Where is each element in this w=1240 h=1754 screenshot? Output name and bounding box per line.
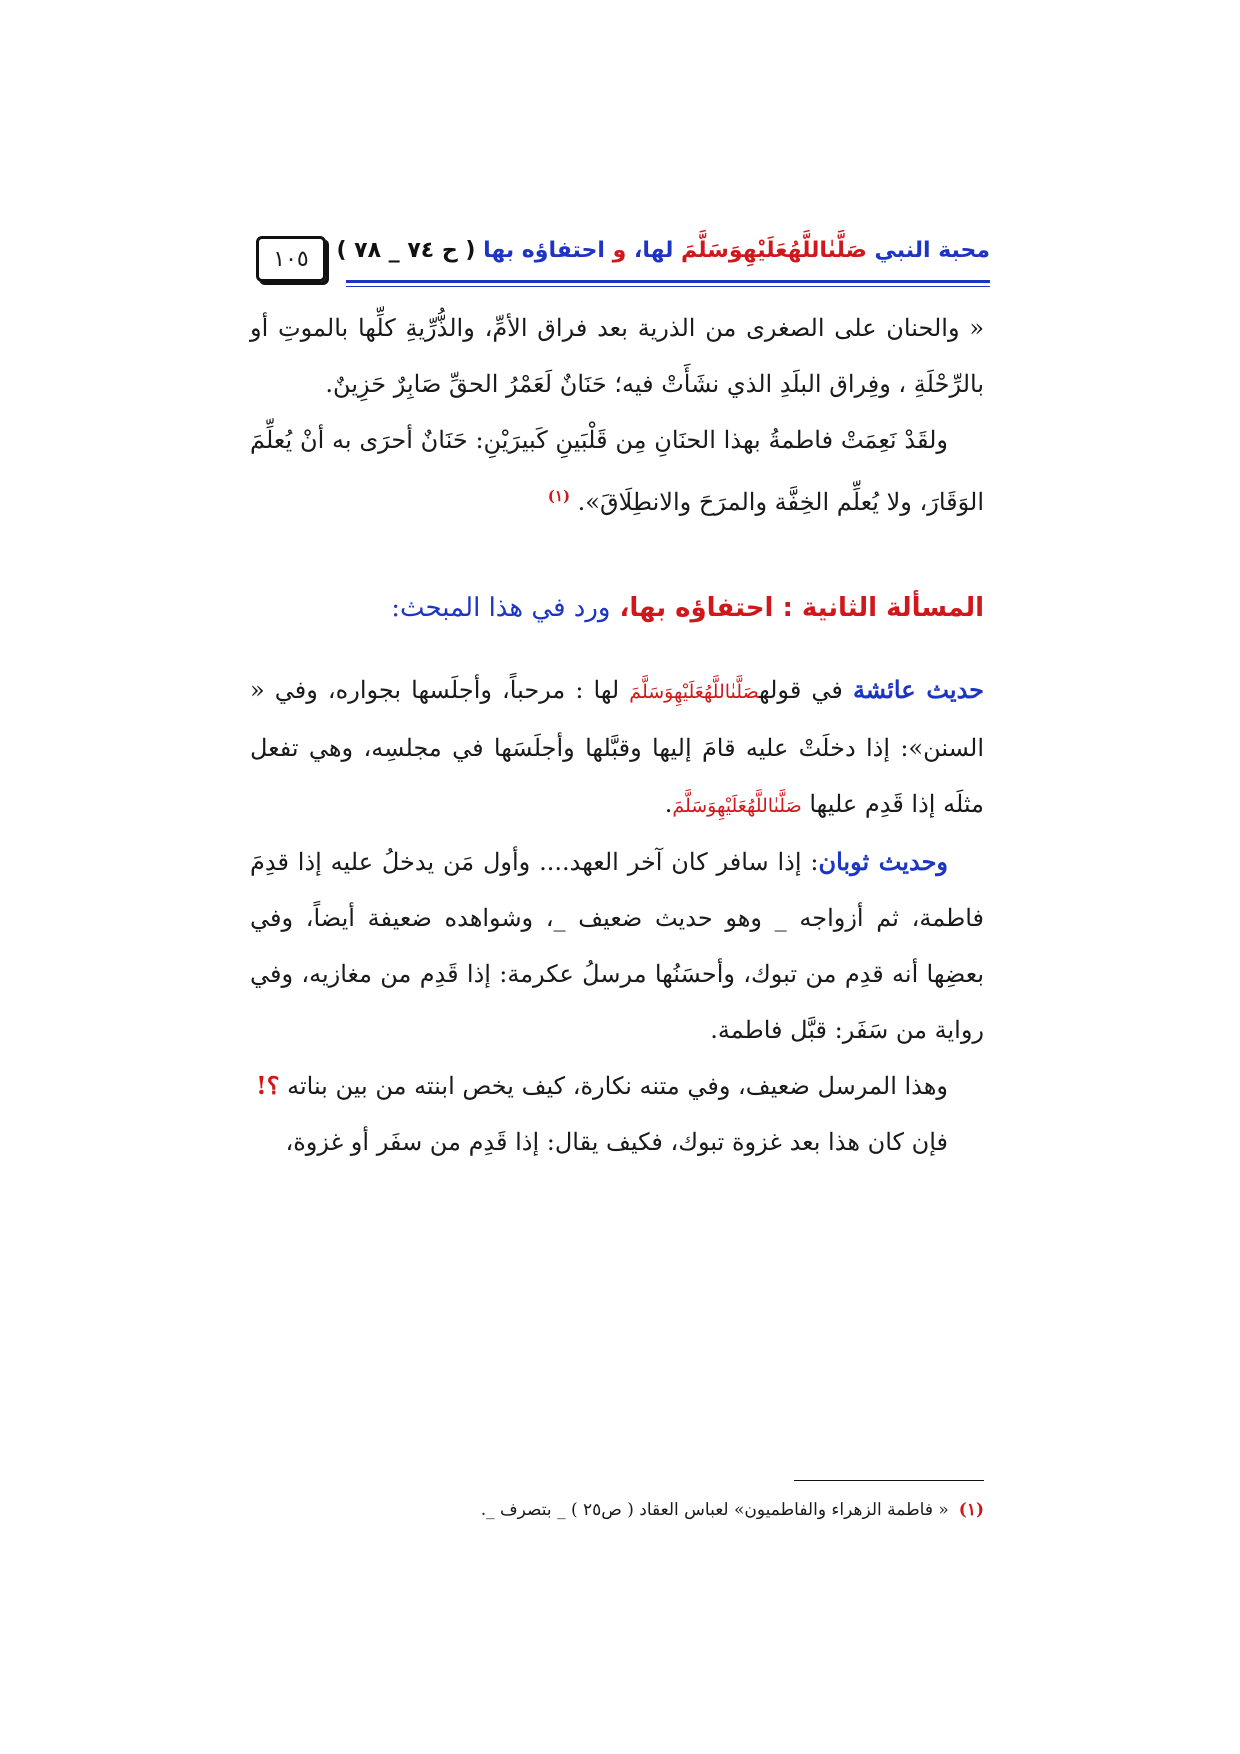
honorific-2: صَلَّىٰاللَّهُعَلَيْهِوَسَلَّمَ — [672, 795, 802, 817]
title-honorific: صَلَّىٰاللَّهُعَلَيْهِوَسَلَّمَ — [681, 238, 867, 263]
paragraph-aisha-text-b: لها : مرحباً، وأجلَسها بجواره، وفي « السنن»: إذا دخلَتْ عليه قامَ إليها وقبَّلها وأجلَسَها في مجلسِه، وهي تفعل مثلَه إذا قَدِم عليها — [250, 676, 984, 818]
section-heading-main: المسألة الثانية : احتفاؤه بها، — [610, 593, 984, 623]
title-part-3: و — [612, 238, 627, 263]
paragraph-aisha-text-c: . — [664, 790, 673, 818]
hadith-aisha-label: حديث عائشة — [852, 675, 985, 704]
footnote-text: « فاطمة الزهراء والفاطميون» لعباس العقاد ( ص٢٥ ) _ بتصرف _. — [480, 1500, 949, 1520]
title-hadith-range: ( ح ٧٤ _ ٧٨ ) — [336, 238, 476, 263]
footnote-ref: (١) — [547, 487, 571, 505]
main-text — [250, 300, 984, 1170]
header-rule-thick — [346, 280, 990, 283]
section-heading-sub: ورد في هذا المبحث: — [391, 593, 611, 623]
title-part-1: محبة النبي — [874, 238, 990, 263]
paragraph-thawban-text: : إذا سافر كان آخر العهد.... وأول مَن يدخلُ عليه إذا قدِمَ فاطمة، ثم أزواجه _ وهو حديث ضعيف _، وشواهده ضعيفة أيضاً، وفي بعضِها أنه قدِم من تبوك، وأحسَنُها مرسلُ عكرمة: إذا قَدِم من مغازيه، وفي رواية من سَفَر: قبَّل فاطمة. — [250, 848, 984, 1044]
page-header — [256, 236, 990, 296]
footnote-number: (١) — [958, 1500, 984, 1520]
section-heading — [250, 586, 984, 630]
footnote — [250, 1496, 984, 1524]
paragraph-aisha-text-a: في قوله — [759, 676, 853, 704]
paragraph-quote-1: « والحنان على الصغرى من الذرية بعد فراق الأمِّ، والذُّرِّيةِ كلِّها بالموتِ أو بالرِّحْلَةِ ، وفِراق البلَدِ الذي نشَأَتْ فيه؛ حَنَانٌ لَعَمْرُ الحقِّ صَابِرٌ حَزِينٌ. — [250, 314, 984, 398]
paragraph-aisha — [250, 662, 984, 834]
paragraph-mursal-text: وهذا المرسل ضعيف، وفي متنه نكارة، كيف يخص ابنته من بين بناته — [279, 1072, 948, 1100]
footnote-divider — [794, 1480, 984, 1481]
paragraph-quote-2 — [250, 412, 984, 530]
title-part-2: لها، — [626, 238, 674, 263]
header-rule-thin — [346, 286, 990, 287]
paragraph-mursal — [250, 1058, 984, 1114]
paragraph-tabuk: فإن كان هذا بعد غزوة تبوك، فكيف يقال: إذا قَدِم من سفَر أو غزوة، — [285, 1128, 948, 1156]
paragraph-quote-2-text: ولقَدْ نَعِمَتْ فاطمةُ بهذا الحنَانِ مِن قَلْبَينِ كَبيرَيْنِ: حَنَانٌ أحرَى به أنْ يُعلِّمَ الوَقَارَ، ولا يُعلِّم الخِفَّة والمرَحَ والانطِلَاقَ». — [250, 426, 984, 516]
exclamation-mark: ؟! — [256, 1071, 280, 1100]
hadith-thawban-label: وحديث ثوبان — [818, 847, 948, 876]
running-title — [336, 238, 990, 263]
title-part-4: احتفاؤه بها — [475, 238, 605, 263]
paragraph-thawban — [250, 834, 984, 1058]
honorific-1: صَلَّىٰاللَّهُعَلَيْهِوَسَلَّمَ — [629, 681, 760, 703]
page-number: ١٠٥ — [256, 236, 326, 282]
